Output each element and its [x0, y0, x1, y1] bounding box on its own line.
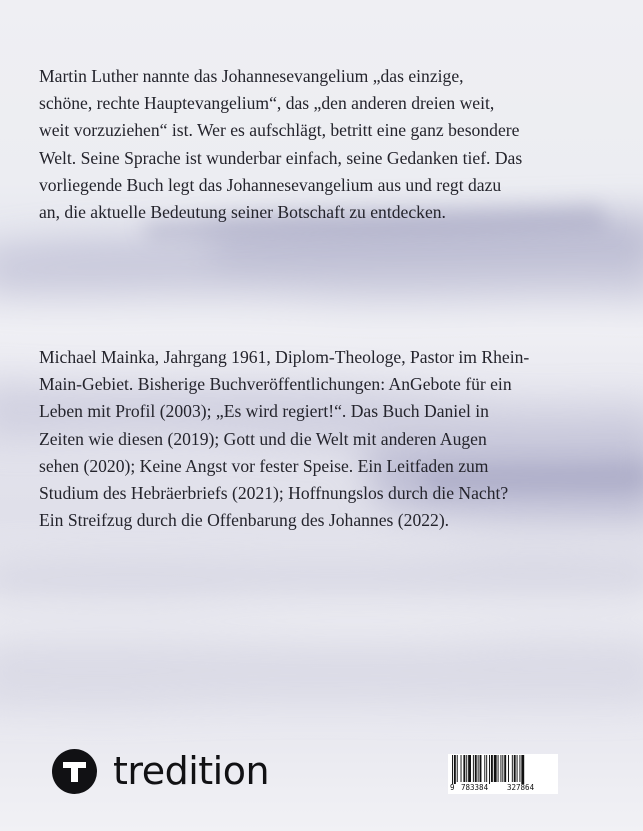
tredition-logo-icon	[52, 749, 97, 794]
blurb-line: Welt. Seine Sprache ist wunderbar einfach, seine Gedanken tief. Das	[39, 147, 523, 168]
barcode-bar	[466, 755, 467, 782]
publisher-logo	[52, 747, 269, 795]
blurb-line: weit vorzuziehen“ ist. Wer es aufschlägt, betritt eine ganz besondere	[39, 120, 520, 141]
barcode-bar	[478, 755, 479, 782]
barcode-bar	[512, 755, 513, 782]
isbn-first-digit: 9	[450, 783, 455, 792]
blurb-line: schöne, rechte Hauptevangelium“, das „den anderen dreien weit,	[39, 93, 495, 114]
bio-line: Zeiten wie diesen (2019); Gott und die Welt mit anderen Augen	[39, 428, 487, 449]
barcode-bar	[484, 755, 485, 782]
barcode-bar	[504, 755, 506, 782]
barcode-bar	[480, 755, 482, 782]
bio-line: Main-Gebiet. Bisherige Buchveröffentlichungen: AnGebote für ein	[39, 374, 512, 395]
barcode-bar	[494, 755, 497, 782]
barcode-bar	[463, 755, 465, 782]
barcode-bar	[486, 755, 487, 782]
barcode-bar	[454, 755, 456, 784]
bio-line: Michael Mainka, Jahrgang 1961, Diplom-Theologe, Pastor im Rhein-	[39, 347, 530, 367]
blurb-line: vorliegende Buch legt das Johannesevangelium aus und regt dazu	[39, 174, 502, 195]
author-bio-paragraph	[39, 344, 599, 534]
bio-line: Ein Streifzug durch die Offenbarung des Johannes (2022).	[39, 510, 450, 531]
barcode-bar	[514, 755, 516, 782]
barcode-bar	[475, 755, 477, 782]
bio-line: sehen (2020); Keine Angst vor fester Speise. Ein Leitfaden zum	[39, 455, 489, 476]
isbn-left-group: 783384	[461, 783, 489, 792]
barcode-bars	[448, 754, 558, 784]
bio-line: Studium des Hebräerbriefs (2021); Hoffnungslos durch die Nacht?	[39, 483, 509, 504]
barcode-bar	[461, 755, 462, 782]
blurb-line: Martin Luther nannte das Johannesevangelium „das einzige,	[39, 66, 464, 86]
barcode-bar	[519, 755, 520, 782]
barcode-bar	[517, 755, 518, 782]
barcode-bar	[457, 755, 458, 782]
blurb-line: an, die aktuelle Bedeutung seiner Botschaft zu entdecken.	[39, 202, 446, 223]
barcode-bar	[468, 755, 471, 782]
isbn-barcode	[448, 754, 558, 794]
barcode-bar	[502, 755, 503, 782]
blurb-paragraph	[39, 63, 599, 226]
barcode-bar	[508, 755, 509, 782]
isbn-number	[448, 783, 558, 794]
barcode-bar	[491, 755, 493, 782]
barcode-bar	[452, 755, 453, 784]
barcode-bar	[500, 755, 501, 782]
bio-line: Leben mit Profil (2003); „Es wird regiert!“. Das Buch Daniel in	[39, 401, 489, 422]
barcode-bar	[473, 755, 474, 782]
barcode-bar	[489, 755, 490, 784]
isbn-right-group: 327864	[507, 783, 535, 792]
barcode-bar	[498, 755, 499, 782]
publisher-name: tredition	[113, 749, 270, 793]
barcode-bar	[521, 755, 524, 784]
